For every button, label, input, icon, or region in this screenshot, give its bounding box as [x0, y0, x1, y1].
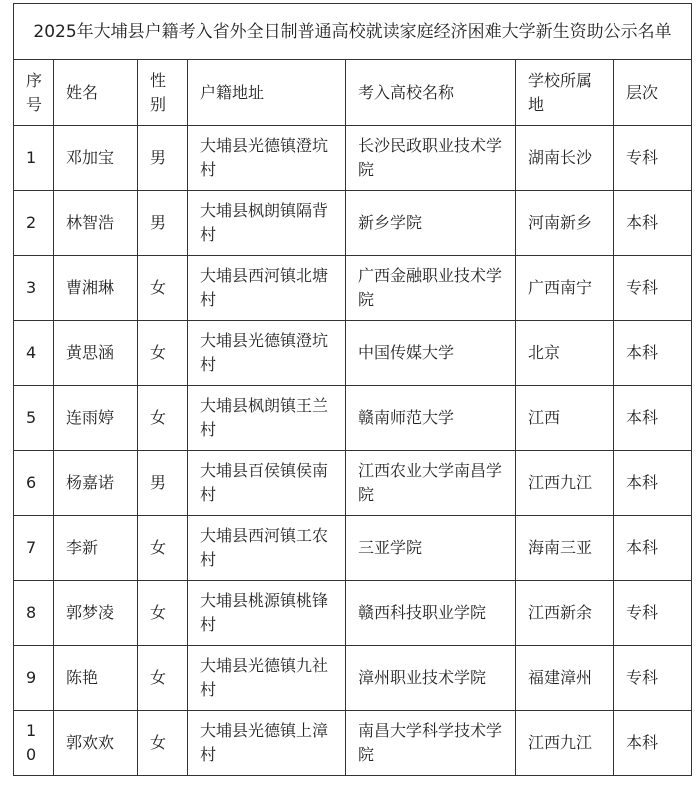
cell-no: 5	[14, 386, 54, 451]
cell-name: 郭欢欢	[54, 711, 138, 776]
cell-school: 赣西科技职业学院	[346, 581, 516, 646]
table-row	[14, 451, 692, 516]
cell-sex: 女	[138, 711, 188, 776]
table-title: 2025年大埔县户籍考入省外全日制普通高校就读家庭经济困难大学新生资助公示名单	[14, 4, 692, 60]
cell-location: 河南新乡	[516, 191, 614, 256]
cell-location: 江西九江	[516, 451, 614, 516]
subsidy-announcement-table	[13, 3, 692, 776]
cell-level: 专科	[614, 581, 692, 646]
cell-name: 邓加宝	[54, 126, 138, 191]
cell-level: 专科	[614, 646, 692, 711]
cell-address: 大埔县光德镇九社村	[188, 646, 346, 711]
cell-level: 专科	[614, 126, 692, 191]
cell-address: 大埔县枫朗镇隔背村	[188, 191, 346, 256]
cell-no: 1	[14, 126, 54, 191]
cell-sex: 男	[138, 126, 188, 191]
cell-address: 大埔县光德镇澄坑村	[188, 126, 346, 191]
cell-name: 连雨婷	[54, 386, 138, 451]
cell-no: 7	[14, 516, 54, 581]
cell-location: 江西新余	[516, 581, 614, 646]
cell-sex: 男	[138, 191, 188, 256]
cell-sex: 女	[138, 516, 188, 581]
cell-address: 大埔县光德镇上漳村	[188, 711, 346, 776]
cell-level: 本科	[614, 516, 692, 581]
cell-no: 9	[14, 646, 54, 711]
cell-location: 北京	[516, 321, 614, 386]
cell-location: 江西九江	[516, 711, 614, 776]
cell-no: 4	[14, 321, 54, 386]
cell-no: 2	[14, 191, 54, 256]
cell-no: 3	[14, 256, 54, 321]
cell-address: 大埔县西河镇工农村	[188, 516, 346, 581]
cell-name: 郭梦凌	[54, 581, 138, 646]
cell-address: 大埔县枫朗镇王兰村	[188, 386, 346, 451]
cell-address: 大埔县百侯镇侯南村	[188, 451, 346, 516]
cell-address: 大埔县桃源镇桃锋村	[188, 581, 346, 646]
cell-sex: 男	[138, 451, 188, 516]
cell-sex: 女	[138, 386, 188, 451]
header-row	[14, 60, 692, 126]
header-name: 姓名	[54, 60, 138, 126]
table-row	[14, 646, 692, 711]
cell-no: 6	[14, 451, 54, 516]
cell-school: 南昌大学科学技术学院	[346, 711, 516, 776]
cell-no: 8	[14, 581, 54, 646]
cell-sex: 女	[138, 581, 188, 646]
cell-level: 本科	[614, 451, 692, 516]
cell-school: 三亚学院	[346, 516, 516, 581]
header-school: 考入高校名称	[346, 60, 516, 126]
table-row	[14, 516, 692, 581]
cell-name: 陈艳	[54, 646, 138, 711]
cell-level: 专科	[614, 256, 692, 321]
cell-location: 福建漳州	[516, 646, 614, 711]
cell-name: 林智浩	[54, 191, 138, 256]
table-row	[14, 711, 692, 776]
cell-address: 大埔县光德镇澄坑村	[188, 321, 346, 386]
cell-school: 长沙民政职业技术学院	[346, 126, 516, 191]
cell-school: 广西金融职业技术学院	[346, 256, 516, 321]
cell-level: 本科	[614, 321, 692, 386]
table-row	[14, 126, 692, 191]
cell-sex: 女	[138, 256, 188, 321]
cell-location: 江西	[516, 386, 614, 451]
header-no: 序号	[14, 60, 54, 126]
table-row	[14, 386, 692, 451]
cell-no: 10	[14, 711, 54, 776]
header-address: 户籍地址	[188, 60, 346, 126]
cell-level: 本科	[614, 386, 692, 451]
cell-school: 中国传媒大学	[346, 321, 516, 386]
table-row	[14, 581, 692, 646]
cell-address: 大埔县西河镇北塘村	[188, 256, 346, 321]
table-row	[14, 191, 692, 256]
table-row	[14, 321, 692, 386]
announcement-table-wrapper	[13, 3, 691, 776]
cell-school: 新乡学院	[346, 191, 516, 256]
cell-name: 黄思涵	[54, 321, 138, 386]
cell-location: 广西南宁	[516, 256, 614, 321]
cell-location: 湖南长沙	[516, 126, 614, 191]
cell-sex: 女	[138, 646, 188, 711]
cell-sex: 女	[138, 321, 188, 386]
cell-school: 漳州职业技术学院	[346, 646, 516, 711]
header-level: 层次	[614, 60, 692, 126]
cell-name: 杨嘉诺	[54, 451, 138, 516]
title-row	[14, 4, 692, 60]
cell-level: 本科	[614, 191, 692, 256]
header-location: 学校所属地	[516, 60, 614, 126]
cell-school: 江西农业大学南昌学院	[346, 451, 516, 516]
cell-location: 海南三亚	[516, 516, 614, 581]
cell-name: 李新	[54, 516, 138, 581]
cell-school: 赣南师范大学	[346, 386, 516, 451]
cell-level: 本科	[614, 711, 692, 776]
cell-name: 曹湘琳	[54, 256, 138, 321]
table-row	[14, 256, 692, 321]
header-sex: 性别	[138, 60, 188, 126]
